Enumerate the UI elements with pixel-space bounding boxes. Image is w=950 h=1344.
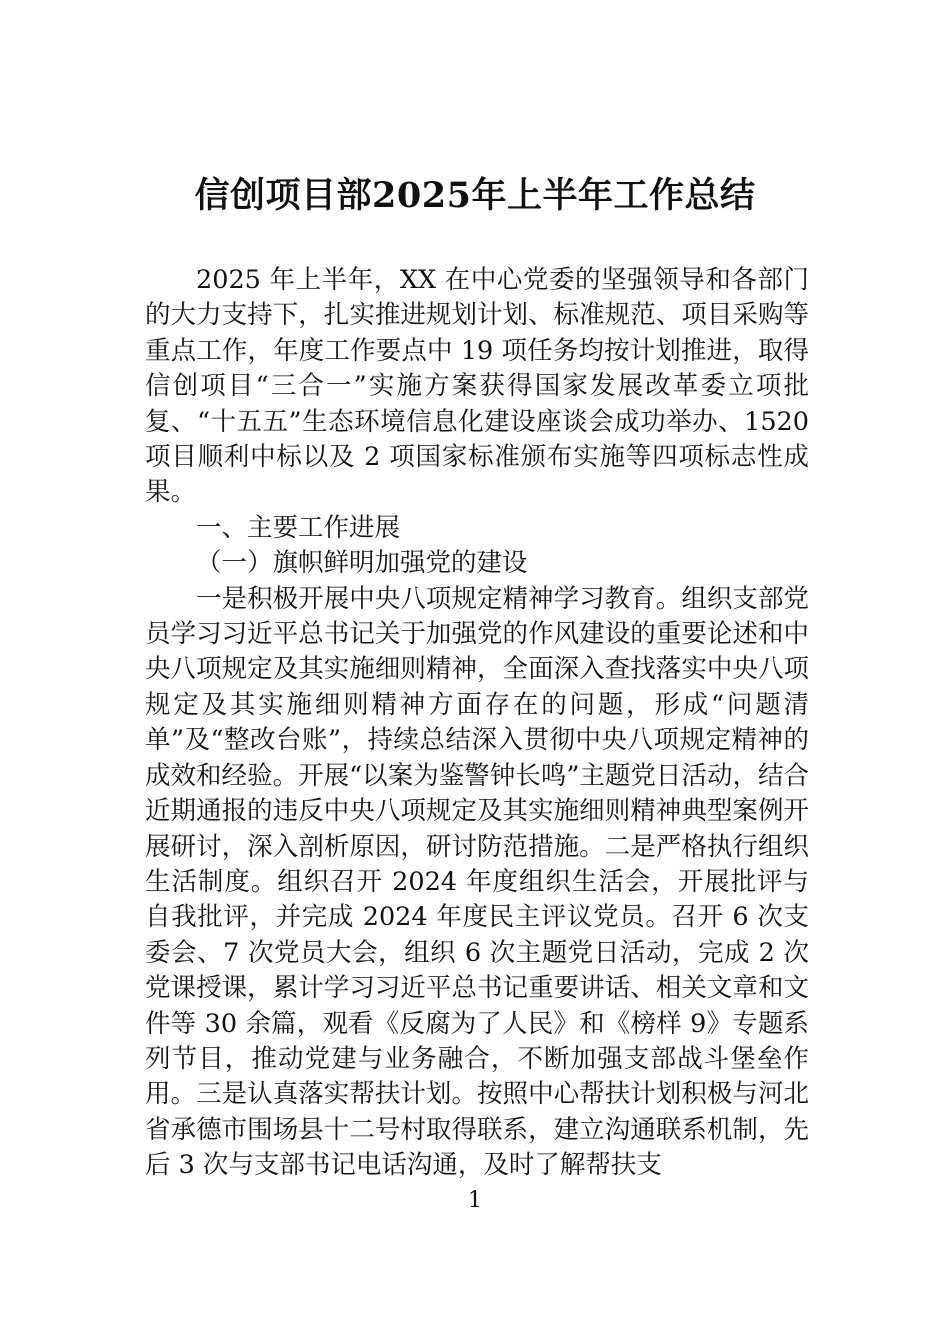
document-title: 信创项目部2025年上半年工作总结 [194, 175, 756, 216]
body-paragraph: 一是积极开展中央八项规定精神学习教育。组织支部党员学习习近平总书记关于加强党的作风建设的重要论述和中央八项规定及其实施细则精神，全面深入查找落实中央八项规定及其实施细则精神方面存在的问题，形成“问题清单”及“整改台账”，持续总结深入贯彻中央八项规定精神的成效和经验。开展“以案为鉴警钟长鸣”主题党日活动，结合近期通报的违反中央八项规定及其实施细则精神典型案例开展研讨，深入剖析原因，研讨防范措施。二是严格执行组织生活制度。组织召开 2024 年度组织生活会，开展批评与自我批评，并完成 2024 年度民主评议党员。召开 6 次支委会、7 次党员大会，组织 6 次主题党日活动，完成 2 次党课授课，累计学习习近平总书记重要讲话、相关文章和文件等 30 余篇，观看《反腐为了人民》和《榜样 9》专题系列节目，推动党建与业务融合，不断加强支部战斗堡垒作用。三是认真落实帮扶计划。按照中心帮扶计划积极与河北省承德市围场县十二号村取得联系，建立沟通联系机制，先后 3 次与支部书记电话沟通，及时了解帮扶支 [145, 583, 809, 1181]
section-heading: 一、主要工作进展 [196, 512, 401, 543]
document-body [145, 263, 809, 1184]
intro-paragraph: 2025 年上半年，XX 在中心党委的坚强领导和各部门的大力支持下，扎实推进规划计划、标准规范、项目采购等重点工作，年度工作要点中 19 项任务均按计划推进，取得信创项目“三合一”实施方案获得国家发展改革委立项批复、“十五五”生态环境信息化建设座谈会成功举办、1520 项目顺利中标以及 2 项国家标准颁布实施等四项标志性成果。 [145, 265, 809, 508]
page-number: 1 [468, 1188, 482, 1213]
subsection-heading: （一）旗帜鲜明加强党的建设 [196, 548, 528, 579]
